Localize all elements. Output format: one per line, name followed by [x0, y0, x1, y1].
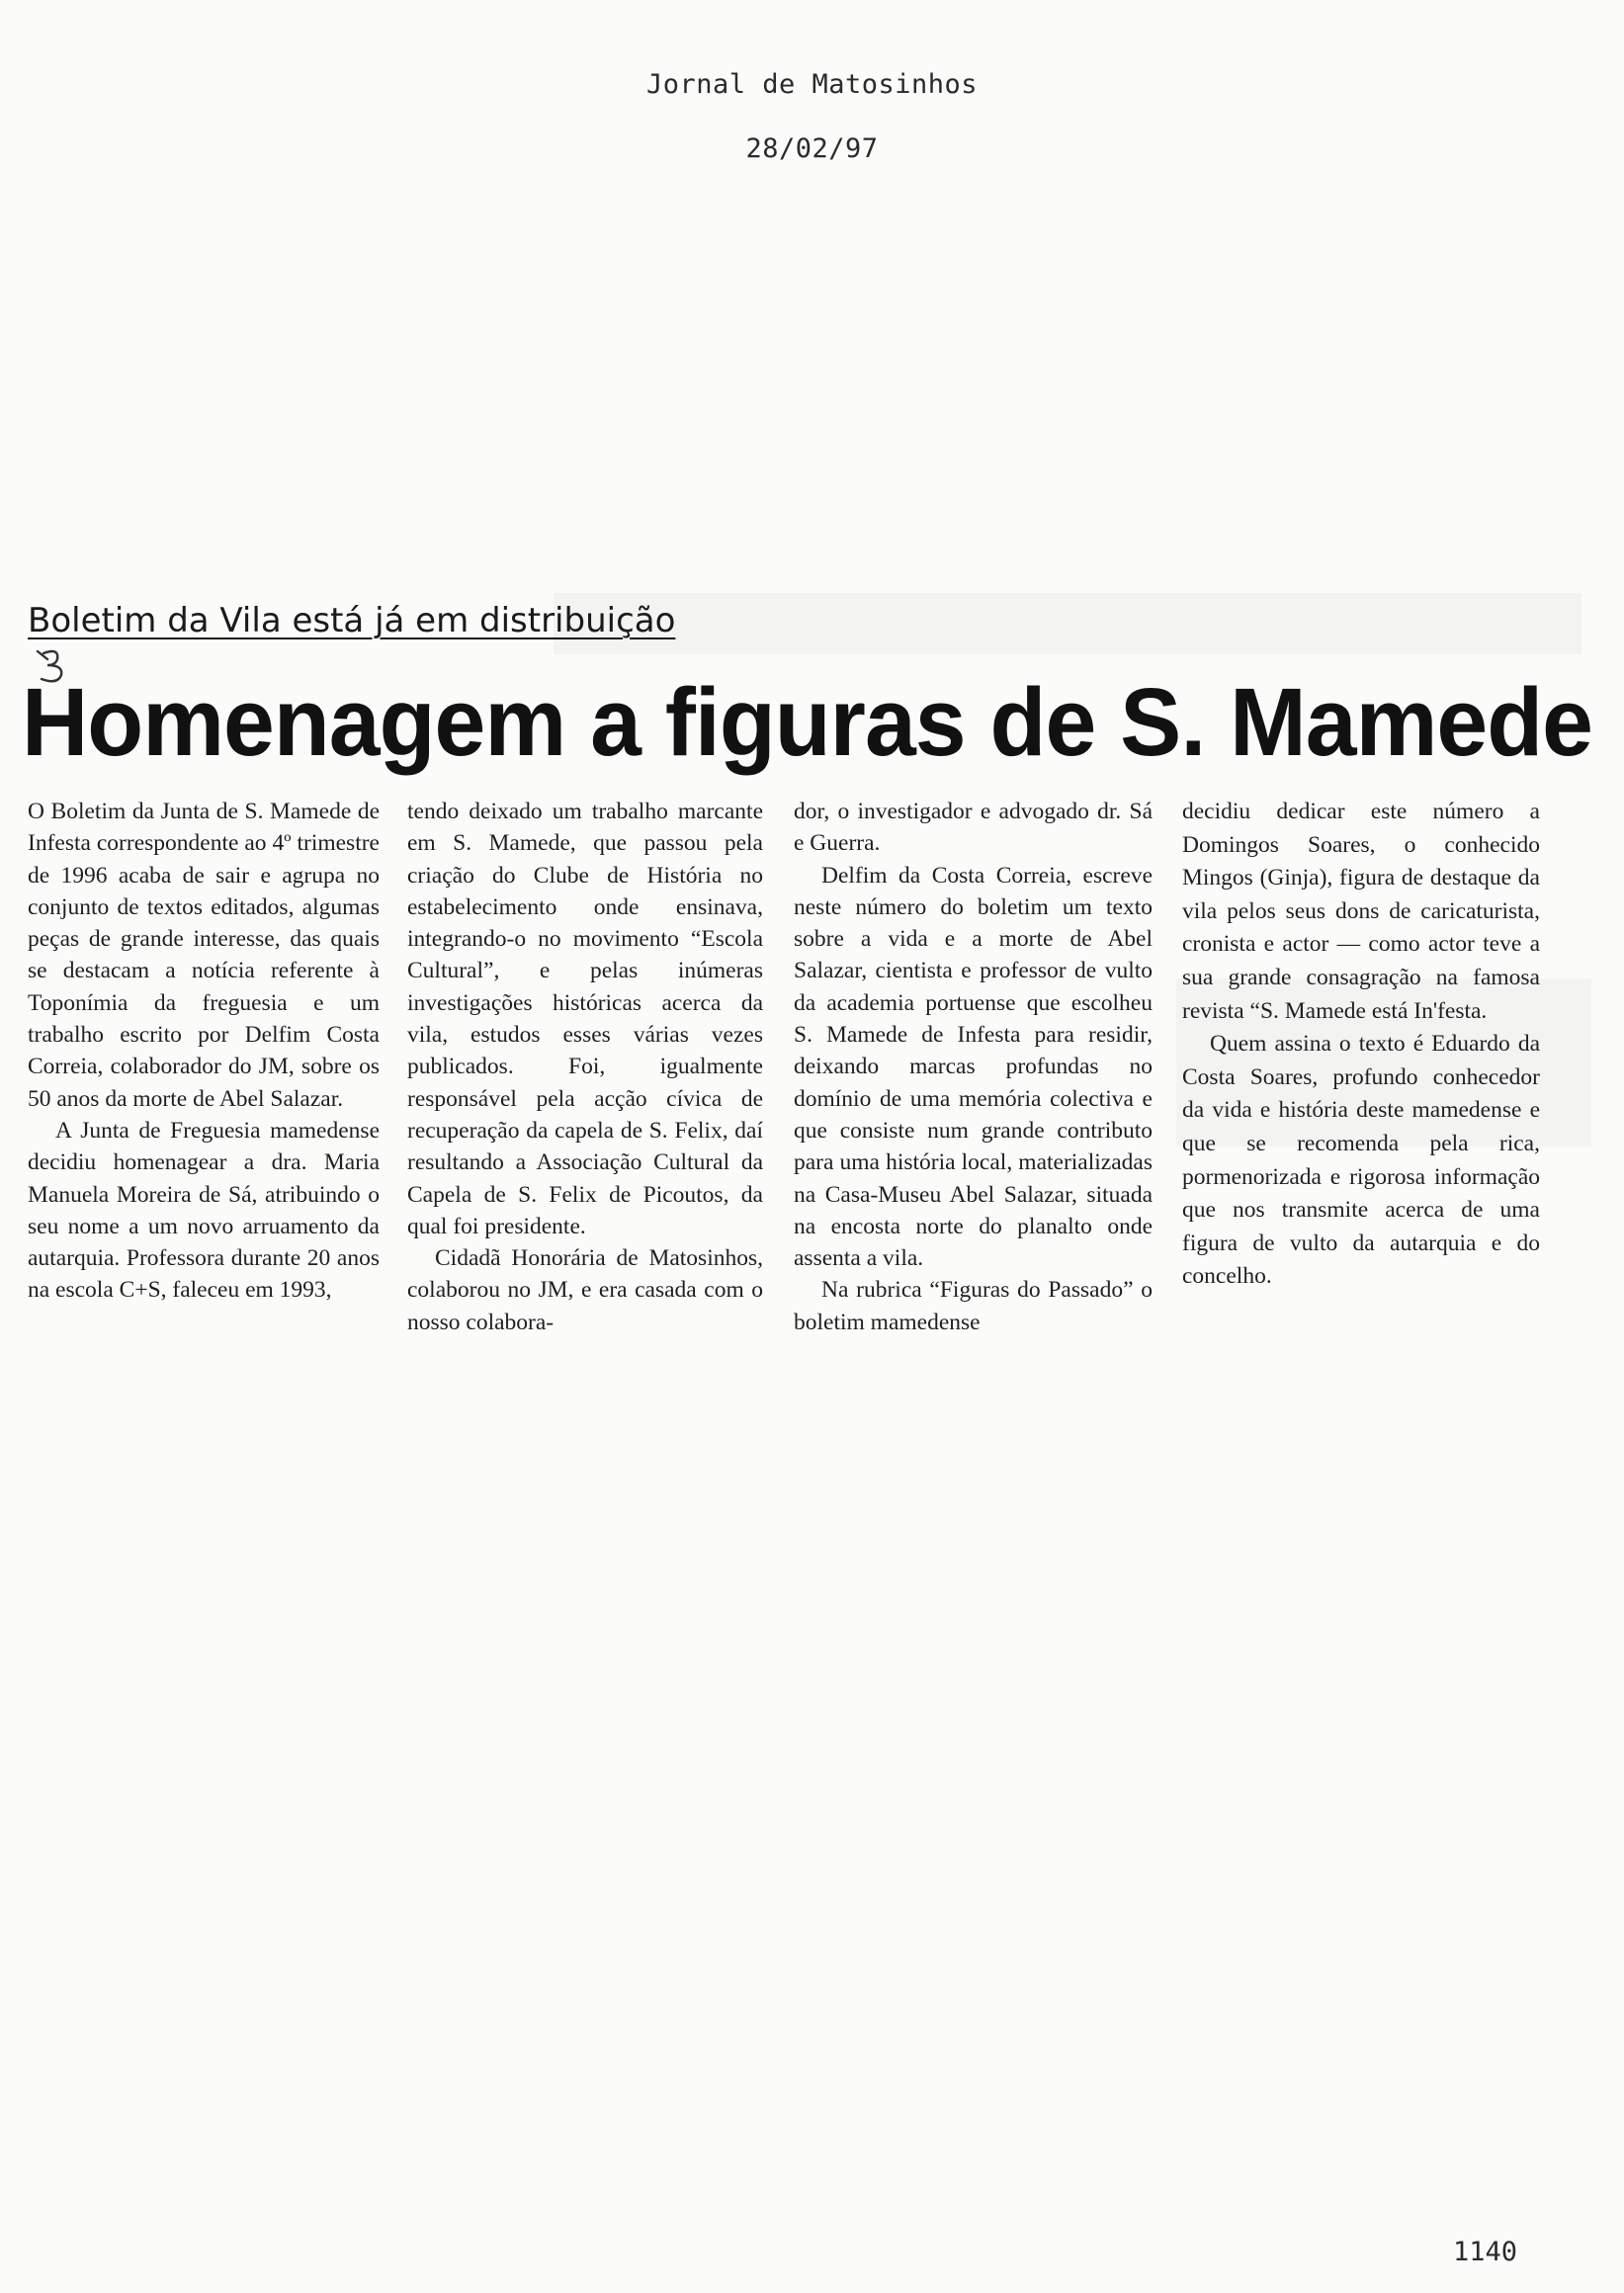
article-column-1	[28, 796, 380, 1307]
paragraph: tendo deixado um trabalho marcante em S. Mamede, que passou pela criação do Clube de História no estabelecimento onde ensinava, integrando-o no movimento “Escola Cultural”, e pelas inúmeras investigações históricas acerca da vila, estudos esses várias vezes publicados. Foi, igualmente responsável pela acção cívica de recuperação da capela de S. Felix, daí resultando a Associação Cultural da Capela de S. Felix de Picoutos, da qual foi presidente.	[407, 799, 763, 1239]
paragraph: O Boletim da Junta de S. Mamede de Infesta correspondente ao 4º trimestre de 1996 acaba de sair e agrupa no conjunto de textos editados, algumas peças de grande interesse, das quais se destacam a notícia referente à Toponímia da freguesia e um trabalho escrito por Delfim Costa Correia, colaborador do JM, sobre os 50 anos da morte de Abel Salazar.	[28, 799, 380, 1112]
publication-name: Jornal de Matosinhos	[645, 69, 979, 100]
paragraph: Delfim da Costa Correia, escreve neste número do boletim um texto sobre a vida e a morte de Abel Salazar, cientista e professor de vulto da academia portuense que escolheu S. Mamede de Infesta para residir, deixando marcas profundas no domínio de uma memória colectiva e que consiste num grande contributo para uma história local, materializadas na Casa-Museu Abel Salazar, situada na encosta norte do planalto onde assenta a vila.	[794, 862, 1153, 1272]
page-number: 1140	[1453, 2237, 1518, 2267]
paragraph: Quem assina o texto é Eduardo da Costa Soares, profundo conhecedor da vida e história deste mamedense e que se recomenda pela rica, pormenorizada e rigorosa informação que nos transmite acerca de uma figura de vulto da autarquia e do concelho.	[1182, 1031, 1540, 1290]
paragraph: Cidadã Honorária de Matosinhos, colaborou no JM, e era casada com o nosso colabora-	[407, 1245, 763, 1335]
publication-date: 28/02/97	[745, 133, 879, 164]
article-column-4	[1182, 796, 1540, 1294]
paragraph: decidiu dedicar este número a Domingos Soares, o conhecido Mingos (Ginja), figura de destaque da vila pelos seus dons de caricaturista, cronista e actor — como actor teve a sua grande consagração na famosa revista “S. Mamede está In'festa.	[1182, 799, 1540, 1024]
article-headline: Homenagem a figuras de S. Mamede	[22, 668, 1593, 776]
paragraph: dor, o investigador e advogado dr. Sá e Guerra.	[794, 799, 1153, 857]
paragraph: Na rubrica “Figuras do Passado” o boletim mamedense	[794, 1277, 1153, 1335]
article-column-3	[794, 796, 1153, 1338]
paragraph: A Junta de Freguesia mamedense decidiu homenagear a dra. Maria Manuela Moreira de Sá, atribuindo o seu nome a um novo arruamento da autarquia. Professora durante 20 anos na escola C+S, faleceu em 1993,	[28, 1117, 380, 1304]
article-column-2	[407, 796, 763, 1338]
article-kicker: Boletim da Vila está já em distribuição	[28, 601, 676, 640]
show-through-shadow	[554, 593, 1581, 654]
